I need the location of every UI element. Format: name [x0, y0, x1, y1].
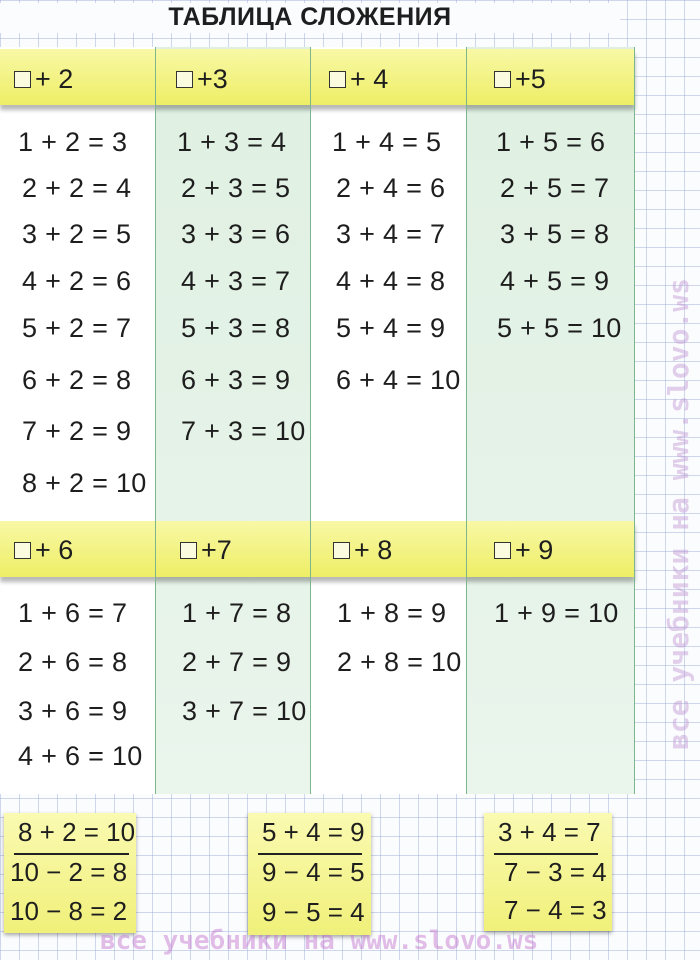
header-plus-3: [176, 64, 228, 95]
empty-box-icon: [14, 542, 31, 559]
card-divider: [258, 853, 362, 855]
equation: 3 + 4 = 7: [336, 219, 446, 249]
empty-box-icon: [494, 542, 511, 559]
column-tint-3: [466, 47, 635, 794]
equation: 2 + 4 = 6: [336, 173, 446, 203]
equation: 1 + 4 = 5: [332, 127, 442, 157]
watermark-side-text: все учебники на www.slovo.ws: [662, 277, 695, 750]
equation: 4 + 2 = 6: [22, 266, 132, 296]
header-plus-7: [180, 535, 232, 566]
card-difference: 7 − 3 = 4: [504, 857, 607, 887]
equation: 5 + 3 = 8: [181, 313, 291, 343]
header-plus-2: [14, 64, 73, 95]
header-label: + 8: [354, 535, 393, 565]
page-title: ТАБЛИЦА СЛОЖЕНИЯ: [0, 3, 620, 33]
equation: 5 + 5 = 10: [497, 313, 622, 343]
card-difference: 9 − 5 = 4: [262, 897, 365, 927]
equation: 6 + 4 = 10: [336, 365, 461, 395]
header-label: +5: [515, 64, 546, 94]
header-plus-6: [14, 535, 73, 566]
empty-box-icon: [180, 542, 197, 559]
table-divider: [310, 47, 311, 794]
empty-box-icon: [494, 71, 511, 88]
header-plus-4: [329, 64, 388, 95]
equation: 8 + 2 = 10: [22, 468, 147, 498]
empty-box-icon: [14, 71, 31, 88]
header-label: +7: [201, 535, 232, 565]
equation: 3 + 6 = 9: [18, 696, 128, 726]
empty-box-icon: [333, 542, 350, 559]
card-difference: 9 − 4 = 5: [262, 857, 365, 887]
header-label: + 9: [515, 535, 554, 565]
equation: 3 + 2 = 5: [22, 219, 132, 249]
equation: 4 + 3 = 7: [181, 266, 291, 296]
header-label: + 4: [350, 64, 389, 94]
card-difference: 10 − 2 = 8: [10, 857, 128, 887]
equation: 3 + 3 = 6: [181, 219, 291, 249]
equation: 3 + 5 = 8: [500, 219, 610, 249]
watermark-bottom: все учебники на www.slovo.ws: [100, 926, 539, 956]
equation: 2 + 5 = 7: [500, 173, 610, 203]
table-divider: [155, 47, 156, 794]
card-sum: 8 + 2 = 10: [18, 817, 136, 847]
header-plus-9: [494, 535, 553, 566]
fact-card-3: [484, 813, 612, 931]
empty-box-icon: [176, 71, 193, 88]
equation: 1 + 2 = 3: [18, 127, 128, 157]
equation: 6 + 2 = 8: [22, 365, 132, 395]
addition-table: [0, 47, 635, 794]
equation: 2 + 6 = 8: [18, 647, 128, 677]
header-plus-5: [494, 64, 546, 95]
header-plus-8: [333, 535, 392, 566]
equation: 2 + 2 = 4: [22, 173, 132, 203]
fact-card-2: [248, 813, 371, 935]
header-label: +3: [197, 64, 228, 94]
equation: 1 + 7 = 8: [182, 598, 292, 628]
fact-card-1: [4, 813, 136, 933]
empty-box-icon: [329, 71, 346, 88]
equation: 5 + 2 = 7: [22, 313, 132, 343]
equation: 2 + 7 = 9: [182, 647, 292, 677]
equation: 4 + 4 = 8: [336, 266, 446, 296]
card-sum: 3 + 4 = 7: [498, 817, 601, 847]
card-divider: [494, 853, 598, 855]
equation: 1 + 3 = 4: [177, 127, 287, 157]
equation: 1 + 8 = 9: [337, 598, 447, 628]
header-label: + 6: [35, 535, 74, 565]
card-divider: [14, 853, 129, 855]
table-divider: [466, 47, 467, 794]
equation: 7 + 2 = 9: [22, 416, 132, 446]
equation: 5 + 4 = 9: [336, 313, 446, 343]
equation: 3 + 7 = 10: [182, 696, 307, 726]
card-difference: 10 − 8 = 2: [10, 896, 128, 926]
equation: 1 + 5 = 6: [496, 127, 606, 157]
equation: 2 + 8 = 10: [337, 647, 462, 677]
equation: 7 + 3 = 10: [181, 416, 306, 446]
equation: 2 + 3 = 5: [181, 173, 291, 203]
card-sum: 5 + 4 = 9: [262, 817, 365, 847]
equation: 1 + 9 = 10: [494, 598, 619, 628]
card-difference: 7 − 4 = 3: [504, 895, 607, 925]
table-divider: [634, 47, 635, 794]
equation: 6 + 3 = 9: [181, 365, 291, 395]
equation: 4 + 6 = 10: [18, 741, 143, 771]
equation: 1 + 6 = 7: [18, 598, 128, 628]
header-label: + 2: [35, 64, 74, 94]
equation: 4 + 5 = 9: [500, 266, 610, 296]
